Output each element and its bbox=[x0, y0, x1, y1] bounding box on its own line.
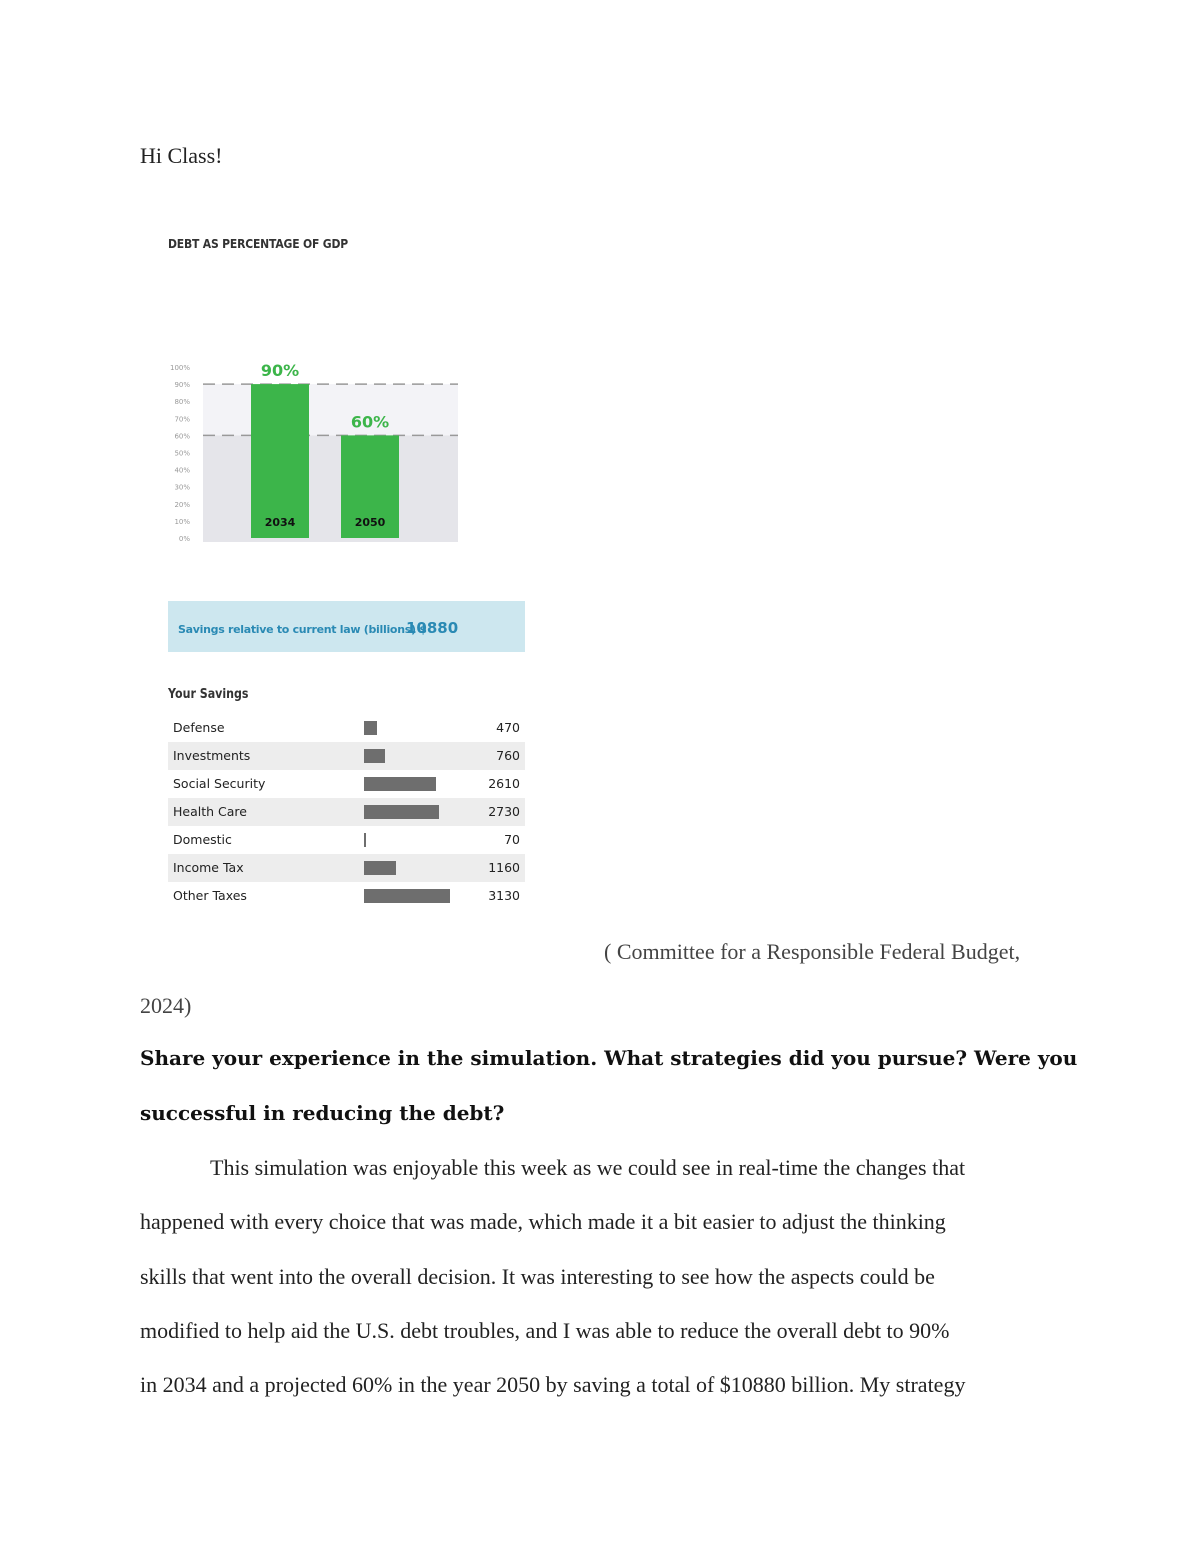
savings-row-label: Income Tax bbox=[173, 860, 244, 875]
y-tick-label: 70% bbox=[174, 415, 190, 424]
savings-row-label: Social Security bbox=[173, 776, 266, 791]
y-tick-label: 0% bbox=[178, 535, 190, 543]
savings-row-bar bbox=[364, 889, 450, 903]
body-line: in 2034 and a projected 60% in the year 2050 by saving a total of $10880 billion. My strategy bbox=[140, 1372, 966, 1397]
savings-row bbox=[168, 826, 525, 854]
savings-row-bar bbox=[364, 721, 377, 735]
citation-line-1: ( Committee for a Responsible Federal Budget, bbox=[604, 939, 1021, 964]
savings-table bbox=[168, 714, 525, 910]
debt-chart bbox=[160, 355, 470, 550]
savings-row-bar bbox=[364, 749, 385, 763]
savings-row-value: 1160 bbox=[488, 860, 520, 875]
citation-line-2: 2024) bbox=[140, 993, 192, 1018]
savings-row bbox=[168, 882, 525, 910]
your-savings-title: Your Savings bbox=[168, 687, 249, 702]
savings-row-value: 70 bbox=[504, 832, 520, 847]
savings-row-value: 3130 bbox=[488, 888, 520, 903]
savings-row-label: Domestic bbox=[173, 832, 232, 847]
savings-row-label: Health Care bbox=[173, 804, 247, 819]
savings-banner bbox=[168, 601, 525, 652]
y-tick-label: 30% bbox=[174, 483, 190, 492]
prompt-question-line-2: successful in reducing the debt? bbox=[140, 1101, 505, 1125]
savings-row bbox=[168, 770, 525, 798]
savings-row-value: 470 bbox=[496, 720, 520, 735]
savings-row-label: Defense bbox=[173, 720, 225, 735]
savings-row-bar bbox=[364, 777, 436, 791]
savings-row bbox=[168, 714, 525, 742]
y-tick-label: 50% bbox=[174, 449, 190, 458]
y-tick-label: 40% bbox=[174, 466, 190, 475]
bar-2034 bbox=[251, 384, 309, 538]
savings-label: Savings relative to current law (billions) $ bbox=[178, 623, 427, 636]
body-line: happened with every choice that was made, which made it a bit easier to adjust the thinking bbox=[140, 1209, 946, 1234]
savings-row-value: 2610 bbox=[488, 776, 520, 791]
category-label: 2050 bbox=[354, 516, 386, 529]
prompt-question-line-1: Share your experience in the simulation. What strategies did you pursue? Were you bbox=[140, 1046, 1078, 1070]
chart-band-upper bbox=[203, 384, 458, 435]
category-label: 2034 bbox=[264, 516, 296, 529]
savings-row-label: Other Taxes bbox=[173, 888, 247, 903]
savings-row-value: 760 bbox=[496, 748, 520, 763]
y-tick-label: 10% bbox=[174, 517, 190, 526]
savings-row bbox=[168, 798, 525, 826]
chart-title: DEBT AS PERCENTAGE OF GDP bbox=[168, 237, 349, 251]
savings-row bbox=[168, 742, 525, 770]
y-tick-label: 60% bbox=[174, 432, 190, 441]
y-tick-label: 20% bbox=[174, 500, 190, 509]
greeting-text: Hi Class! bbox=[140, 143, 223, 168]
y-tick-label: 90% bbox=[174, 381, 190, 390]
body-line: modified to help aid the U.S. debt troubles, and I was able to reduce the overall debt to 90% bbox=[140, 1318, 950, 1343]
value-label: 60% bbox=[350, 412, 390, 432]
value-label: 90% bbox=[260, 361, 300, 381]
body-line: skills that went into the overall decision. It was interesting to see how the aspects could be bbox=[140, 1264, 935, 1289]
chart-band-lower bbox=[203, 435, 458, 542]
savings-row-bar bbox=[364, 861, 396, 875]
y-tick-label: 100% bbox=[169, 364, 190, 372]
savings-row-label: Investments bbox=[173, 748, 251, 763]
savings-row-bar bbox=[364, 805, 439, 819]
savings-row bbox=[168, 854, 525, 882]
body-line: This simulation was enjoyable this week as we could see in real-time the changes that bbox=[210, 1155, 966, 1180]
y-tick-label: 80% bbox=[174, 398, 190, 407]
savings-row-value: 2730 bbox=[488, 804, 520, 819]
savings-value: 10880 bbox=[406, 619, 459, 637]
savings-row-bar bbox=[364, 833, 366, 847]
